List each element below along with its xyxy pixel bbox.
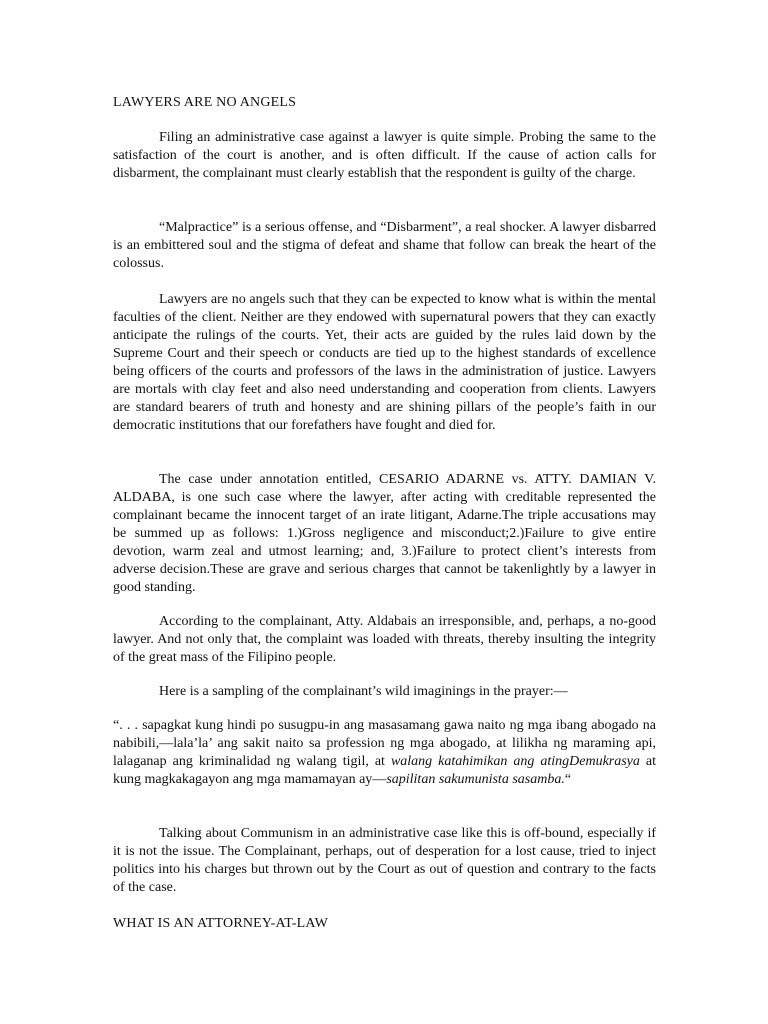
paragraph-malpractice	[113, 219, 656, 273]
quote-text	[113, 717, 656, 789]
section-heading-attorney-at-law: WHAT IS AN ATTORNEY-AT-LAW	[113, 916, 328, 931]
paragraph-text: Talking about Communism in an administrative case like this is off-bound, especially if it is not the issue. The Complainant, perhaps, out of desperation for a lost cause, tried to inject politics into his charges but thrown out by the Court as out of question and contrary to the facts of the case.	[113, 826, 656, 895]
paragraph-text: Filing an administrative case against a lawyer is quite simple. Probing the same to the satisfaction of the court is another, and is often difficult. If the cause of action calls for disbarment, the complainant must clearly establish that the respondent is guilty of the charge.	[113, 130, 656, 181]
paragraph-text: Lawyers are no angels such that they can be expected to know what is within the mental faculties of the client. Neither are they endowed with supernatural powers that they can exactly anticipate the rulings of the courts. Yet, their acts are guided by the rules laid down by the Supreme Court and their speech or conducts are tied up to the highest standards of excellence being officers of the courts and professors of the laws in the administration of justice. Lawyers are mortals with clay feet and also need understanding and cooperation from clients. Lawyers are standard bearers of truth and honesty and are shining pillars of the people’s faith in our democratic institutions that our forefathers have fought and died for.	[113, 292, 656, 433]
paragraph-text: According to the complainant, Atty. Aldabais an irresponsible, and, perhaps, a no-good lawyer. And not only that, the complaint was loaded with threats, thereby insulting the integrity of the great mass of the Filipino people.	[113, 614, 656, 665]
paragraph-text: “Malpractice” is a serious offense, and “Disbarment”, a real shocker. A lawyer disbarred is an embittered soul and the stigma of defeat and shame that follow can break the heart of the colossus.	[113, 220, 656, 271]
paragraph-text: Here is a sampling of the complainant’s wild imaginings in the prayer:—	[159, 684, 568, 699]
paragraph-complainant	[113, 613, 656, 667]
quote-italic-2: sapilitan sakumunista sasamba.	[386, 772, 565, 787]
paragraph-communism	[113, 825, 656, 897]
paragraph-filing	[113, 129, 656, 183]
paragraph-sampling	[113, 683, 656, 701]
quote-part-1: “. . . sapagkat kung hindi po susugpu-in ang masasamang gawa naito ng mga ibang abogado na nabibili,—lala’la’ ang sakit naito sa profession ng mga abogado, at lilikha ng maraming api, lalaganap ang kriminalidad ng walang tigil, at	[113, 718, 656, 769]
quote-part-2: at kung magkakagayon ang mga mamamayan ay—	[113, 754, 656, 787]
quote-italic-1: walang katahimikan ang atingDemukrasya	[390, 754, 640, 769]
paragraph-no-angels	[113, 291, 656, 435]
section-heading-lawyers-are-no-angels: LAWYERS ARE NO ANGELS	[113, 95, 297, 110]
quoted-prayer	[113, 717, 656, 789]
quote-closing: “	[564, 772, 572, 787]
paragraph-text: The case under annotation entitled, CESARIO ADARNE vs. ATTY. DAMIAN V. ALDABA, is one such case where the lawyer, after acting with creditable represented the complainant became the innocent target of an irate litigant, Adarne.The triple accusations may be summed up as follows: 1.)Gross negligence and misconduct;2.)Failure to give entire devotion, warm zeal and utmost learning; and, 3.)Failure to protect client’s interests from adverse decision.These are grave and serious charges that cannot be takenlightly by a lawyer in good standing.	[113, 472, 656, 595]
paragraph-case-annotation	[113, 471, 656, 597]
